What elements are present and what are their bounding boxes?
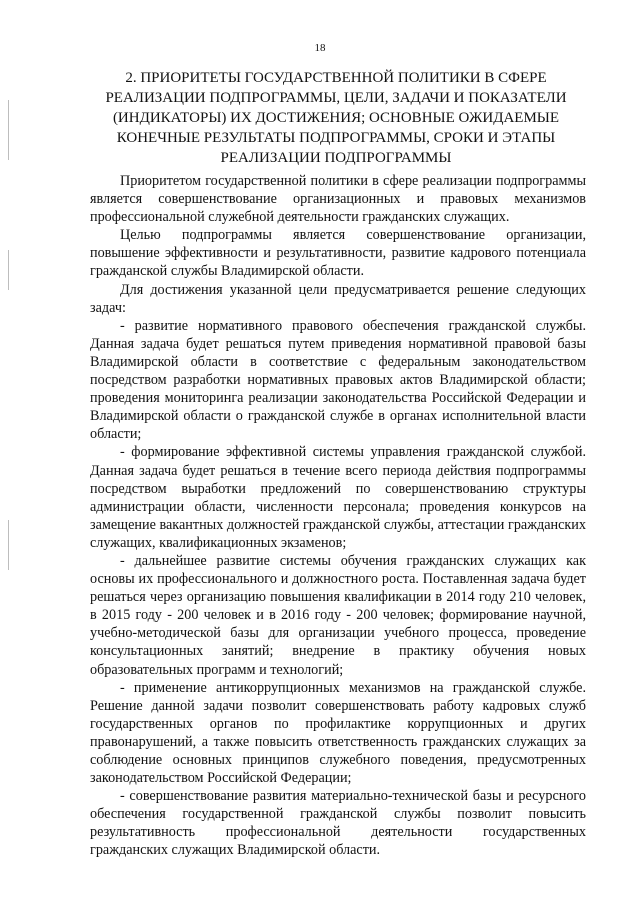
task-item: - формирование эффективной системы управления гражданской службой. Данная задача будет решаться в течение всего периода действия подпрограммы посредством выработки предложений по совершенствованию структуры администрации области, численности персонала; проведения конкурсов на замещение вакантных должностей гражданской службы, аттестации гражданских служащих, квалификационных экзаменов; — [90, 444, 586, 551]
paragraph-priority: Приоритетом государственной политики в сфере реализации подпрограммы является совершенствование организационных и правовых механизмов профессиональной служебной деятельности гражданских служащих. — [90, 173, 586, 226]
paragraph-tasks-intro: Для достижения указанной цели предусматривается решение следующих задач: — [90, 281, 586, 316]
task-item: - применение антикоррупционных механизмов на гражданской службе. Решение данной задачи позволит совершенствовать работу кадровых служб государственных органов по профилактике коррупционных и других правонарушений, а также повысить ответственность гражданских служащих за соблюдение основных принципов служебного поведения, предусмотренных законодательством Российской Федерации; — [90, 679, 586, 787]
task-item: - дальнейшее развитие системы обучения гражданских служащих как основы их профессионального и должностного роста. Поставленная задача будет решаться через организацию повышения квалификации в 2014 году 210 человек, в 2015 году - 200 человек и в 2016 году - 200 человек; формирование научной, учебно-методической базы для организации учебного процесса, проведение консультационных занятий; внедрение в практику обучения новых образовательных программ и технологий; — [90, 552, 586, 678]
section-heading: 2. ПРИОРИТЕТЫ ГОСУДАРСТВЕННОЙ ПОЛИТИКИ В СФЕРЕ РЕАЛИЗАЦИИ ПОДПРОГРАММЫ, ЦЕЛИ, ЗАДАЧИ И ПОКАЗАТЕЛИ (ИНДИКАТОРЫ) ИХ ДОСТИЖЕНИЯ; ОСНОВНЫЕ ОЖИДАЕМЫЕ КОНЕЧНЫЕ РЕЗУЛЬТАТЫ ПОДПРОГРАММЫ, СРОКИ И ЭТАПЫ РЕАЛИЗАЦИИ ПОДПРОГРАММЫ — [105, 70, 567, 166]
paragraph-goal: Целью подпрограммы является совершенствование организации, повышение эффективности и результативности, развитие кадрового потенциала гражданской службы Владимирской области. — [90, 227, 586, 280]
task-item: - развитие нормативного правового обеспечения гражданской службы. Данная задача будет решаться путем приведения нормативной правовой базы Владимирской области в соответствие с федеральным законодательством посредством разработки нормативных правовых актов Владимирской области; проведения мониторинга реализации законодательства Российской Федерации и Владимирской области о гражданской службе в органах исполнительной власти области; — [90, 317, 586, 443]
body-text — [90, 172, 586, 860]
task-item: - совершенствование развития материально-технической базы и ресурсного обеспечения государственной гражданской службы позволит повысить результативность профессиональной деятельности государственных гражданских служащих Владимирской области. — [90, 788, 586, 859]
page-number: 18 — [314, 42, 326, 54]
